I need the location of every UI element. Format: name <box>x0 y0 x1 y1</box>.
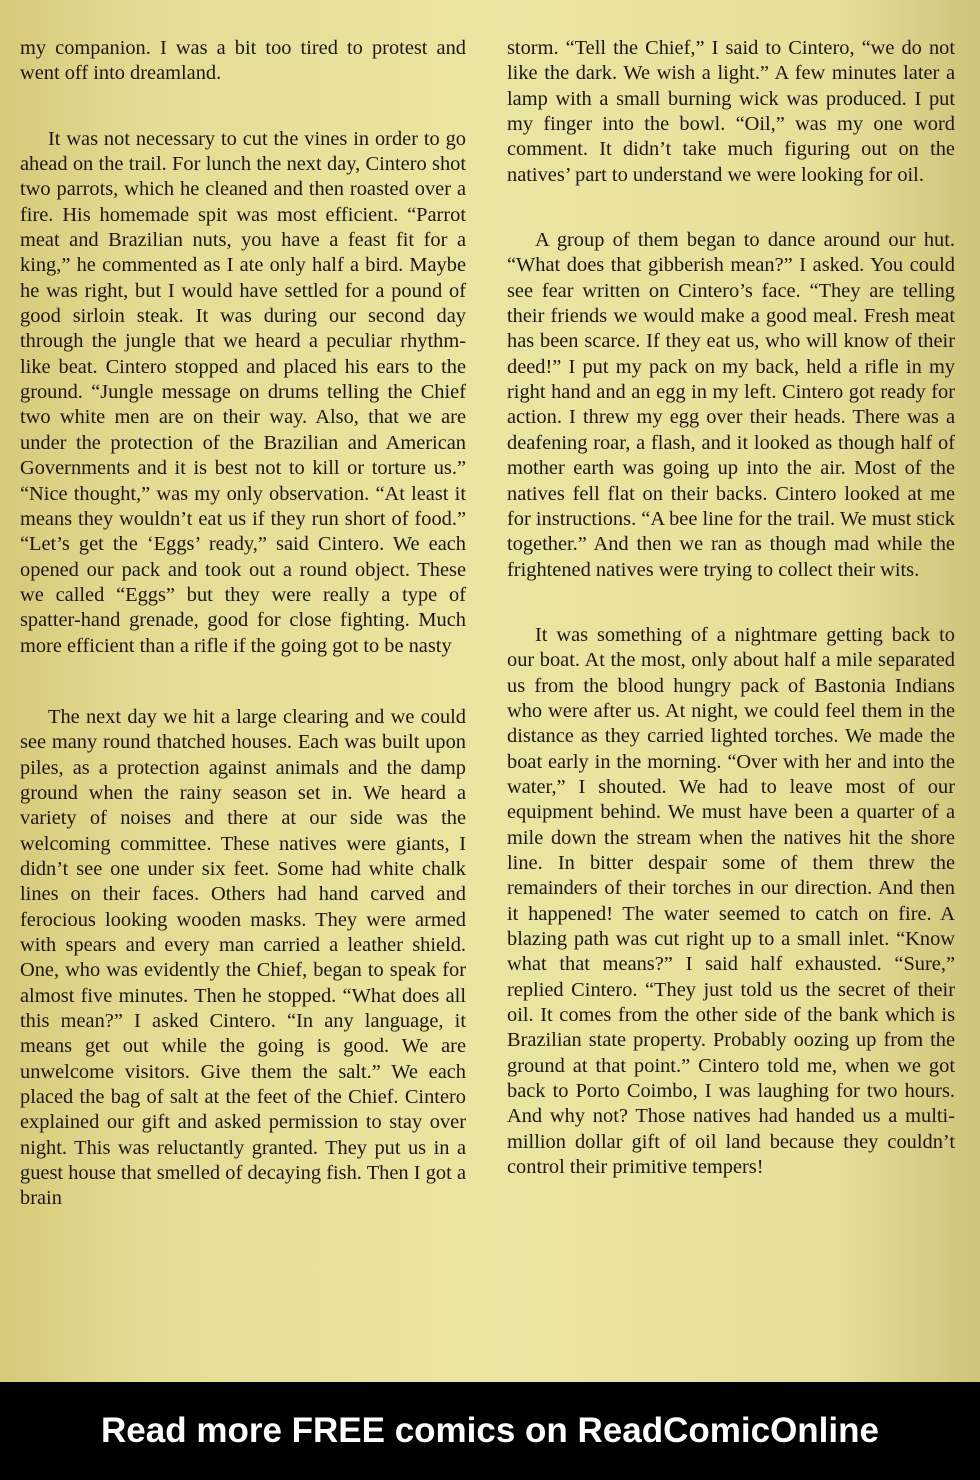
right-paragraph-2: A group of them began to dance around our hut. “What does that gibberish mean?” I asked. You could see fear written on Cintero’s face. “They are telling their friends we would make a good meal. Fresh meat has been scarce. If they eat us, who will know of their deed!” I put my pack on my back, held a rifle in my right hand and an egg in my left. Cintero got ready for action. I threw my egg over their heads. There was a deafening roar, a flash, and it looked as though half of mother earth was going up into the air. Most of the natives fell flat on their backs. Cintero looked at me for instructions. “A bee line for the trail. We must stick together.” And then we ran as though mad while the frightened natives were trying to collect their wits. <box>507 229 955 581</box>
promo-banner[interactable] <box>0 1382 980 1480</box>
promo-banner-text[interactable]: Read more FREE comics on ReadComicOnline <box>101 1411 879 1450</box>
right-paragraph-1: storm. “Tell the Chief,” I said to Cintero, “we do not like the dark. We wish a light.” A few minutes later a lamp with a small burning wick was produced. I put my finger into the bowl. “Oil,” was my one word comment. It didn’t take much figuring out on the natives’ part to understand we were looking for oil. <box>507 37 955 186</box>
left-paragraph-3: The next day we hit a large clearing and we could see many round thatched houses. Each was built upon piles, as a protection against animals and the damp ground when the rainy season set in. We heard a variety of noises and there at our side was the welcoming committee. These natives were giants, I didn’t see one under six feet. Some had white chalk lines on their faces. Others had hand carved and ferocious looking wooden masks. They were armed with spears and every man carried a leather shield. One, who was evidently the Chief, began to speak for almost five minutes. Then he stopped. “What does all this mean?” I asked Cintero. “In any language, it means get out while the going is good. We are unwelcome visitors. Give them the salt.” We each placed the bag of salt at the feet of the Chief. Cintero explained our gift and asked permission to stay over night. This was reluctantly granted. They put us in a guest house that smelled of decaying fish. Then I got a brain <box>20 705 466 1210</box>
right-column <box>507 36 955 1376</box>
left-column <box>20 36 466 1376</box>
left-paragraph-1: my companion. I was a bit too tired to protest and went off into dreamland. <box>20 37 466 85</box>
right-paragraph-3: It was something of a nightmare getting back to our boat. At the most, only about half a mile separated us from the blood hungry pack of Bastonia Indians who were after us. At night, we could feel them in the distance as they carried lighted torches. We made the boat early in the morning. “Over with her and into the water,” I shouted. We had to leave most of our equipment behind. We must have been a quarter of a mile down the stream when the natives hit the shore line. In bitter despair some of them threw the remainders of their torches in our direction. And then it happened! The water seemed to catch on fire. A blazing path was cut right up to a small inlet. “Know what that means?” I said half exhausted. “Sure,” replied Cintero. “They just told us the secret of their oil. It comes from the other side of the bank which is Brazilian state property. Probably oozing up from the ground at that point.” Cintero told me, when we got back to Porto Coimbo, I was laughing for two hours. And why not? Those natives had handed us a multi-million dollar gift of oil land because they couldn’t control their primitive tempers! <box>507 623 955 1179</box>
left-paragraph-2: It was not necessary to cut the vines in order to go ahead on the trail. For lunch the next day, Cintero shot two parrots, which he cleaned and then roasted over a fire. His homemade spit was most efficient. “Parrot meat and Brazilian nuts, you have a feast fit for a king,” he commented as I ate only half a bird. Maybe he was right, but I would have settled for a pound of good sirloin steak. It was during our second day through the jungle that we heard a peculiar rhythm-like beat. Cintero stopped and placed his ears to the ground. “Jungle message on drums telling the Chief two white men are on their way. Also, that we are under the protection of the Brazilian and American Governments and it is best not to kill or torture us.” “Nice thought,” was my only observation. “At least it means they wouldn’t eat us if they run short of food.” “Let’s get the ‘Eggs’ ready,” said Cintero. We each opened our pack and took out a round object. These we called “Eggs” but they were really a type of spatter-hand grenade, good for close fighting. Much more efficient than a rifle if the going got to be nasty <box>20 127 466 657</box>
